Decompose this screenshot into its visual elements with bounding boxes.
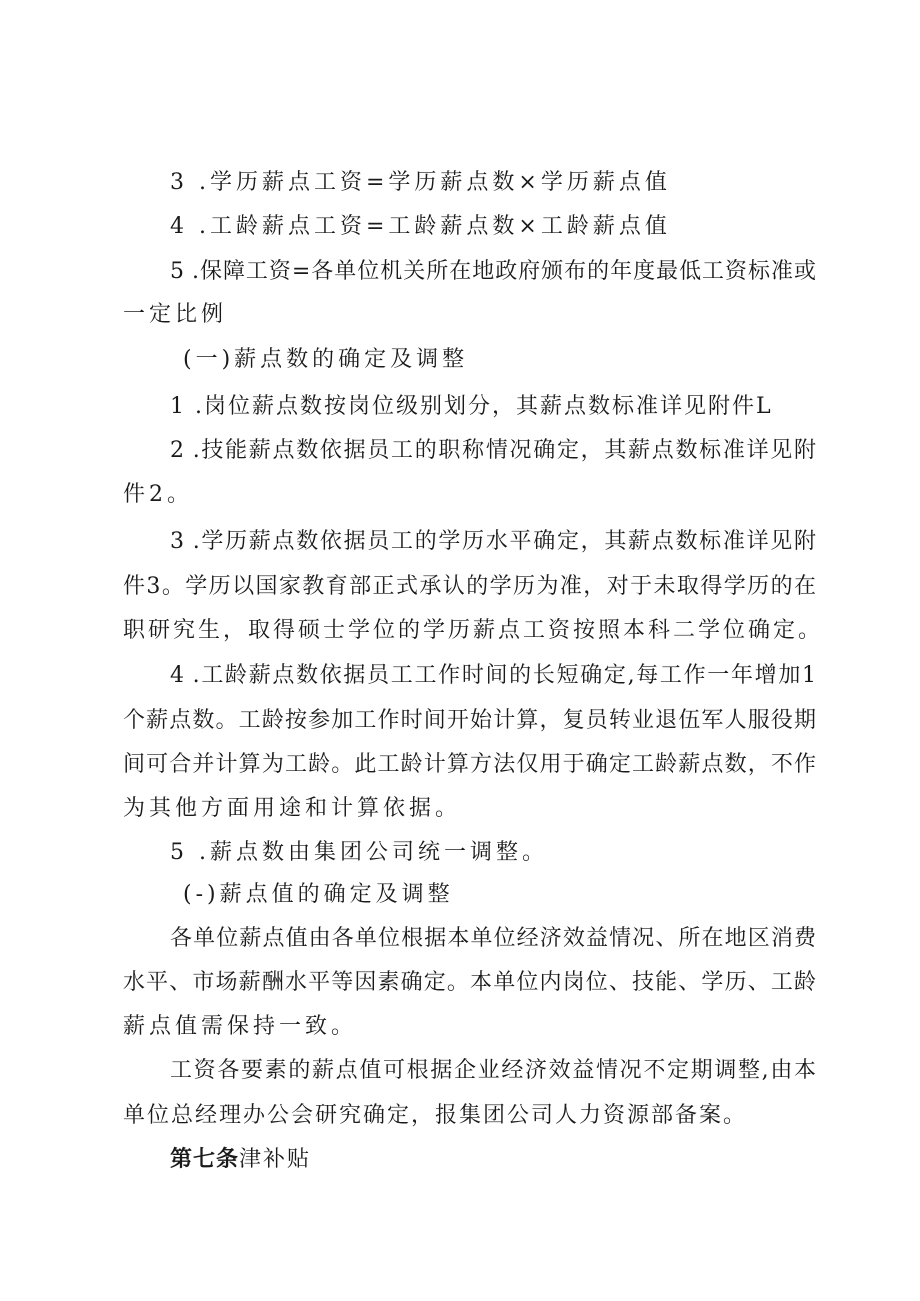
paragraph-point-value-line1: 各单位薪点值由各单位根据本单位经济效益情况、所在地区消费 [170,926,816,951]
item-seniority-points-line3: 间可合并计算为工龄。此工龄计算方法仅用于确定工龄薪点数，不作 [123,752,816,777]
formula-guarantee-pay-line2: 一定比例 [123,302,228,327]
subheading-point-count: (一)薪点数的确定及调整 [183,347,469,372]
item-education-points-line2: 件3。学历以国家教育部正式承认的学历为准，对于未取得学历的在 [123,574,816,599]
article-title: 津补贴 [239,1147,312,1172]
formula-guarantee-pay-line1: 5 .保障工资=各单位机关所在地政府颁布的年度最低工资标准或 [170,259,816,284]
item-skill-points-line1: 2 .技能薪点数依据员工的职称情况确定，其薪点数标准详见附 [170,438,816,463]
subheading-point-value: (-)薪点值的确定及调整 [183,882,454,907]
formula-seniority-pay: 4 .工龄薪点工资=工龄薪点数×工龄薪点值 [170,214,671,239]
item-education-points-line1: 3 .学历薪点数依据员工的学历水平确定，其薪点数标准详见附 [170,529,816,554]
item-seniority-points-line4: 为其他方面用途和计算依据。 [123,796,462,821]
paragraph-point-value-line3: 薪点值需保持一致。 [123,1014,358,1039]
item-education-points-line3: 职研究生，取得硕士学位的学历薪点工资按照本科二学位确定。 [123,618,824,643]
item-points-adjustment: 5 .薪点数由集团公司统一调整。 [170,840,548,865]
item-post-points: 1 .岗位薪点数按岗位级别划分，其薪点数标准详见附件L [170,394,773,419]
article-number: 第七条 [170,1147,240,1172]
paragraph-value-adjustment-line2: 单位总经理办公会研究确定，报集团公司人力资源部备案。 [123,1103,748,1128]
article-heading [170,1145,311,1175]
formula-education-pay: 3 .学历薪点工资=学历薪点数×学历薪点值 [170,170,671,195]
paragraph-value-adjustment-line1: 工资各要素的薪点值可根据企业经济效益情况不定期调整,由本 [170,1058,816,1083]
item-seniority-points-line1: 4 .工龄薪点数依据员工工作时间的长短确定,每工作一年增加1 [170,663,816,688]
item-seniority-points-line2: 个薪点数。工龄按参加工作时间开始计算，复员转业退伍军人服役期 [123,708,816,733]
item-skill-points-line2: 件2。 [123,482,193,507]
paragraph-point-value-line2: 水平、市场薪酬水平等因素确定。本单位内岗位、技能、学历、工龄 [123,970,816,995]
